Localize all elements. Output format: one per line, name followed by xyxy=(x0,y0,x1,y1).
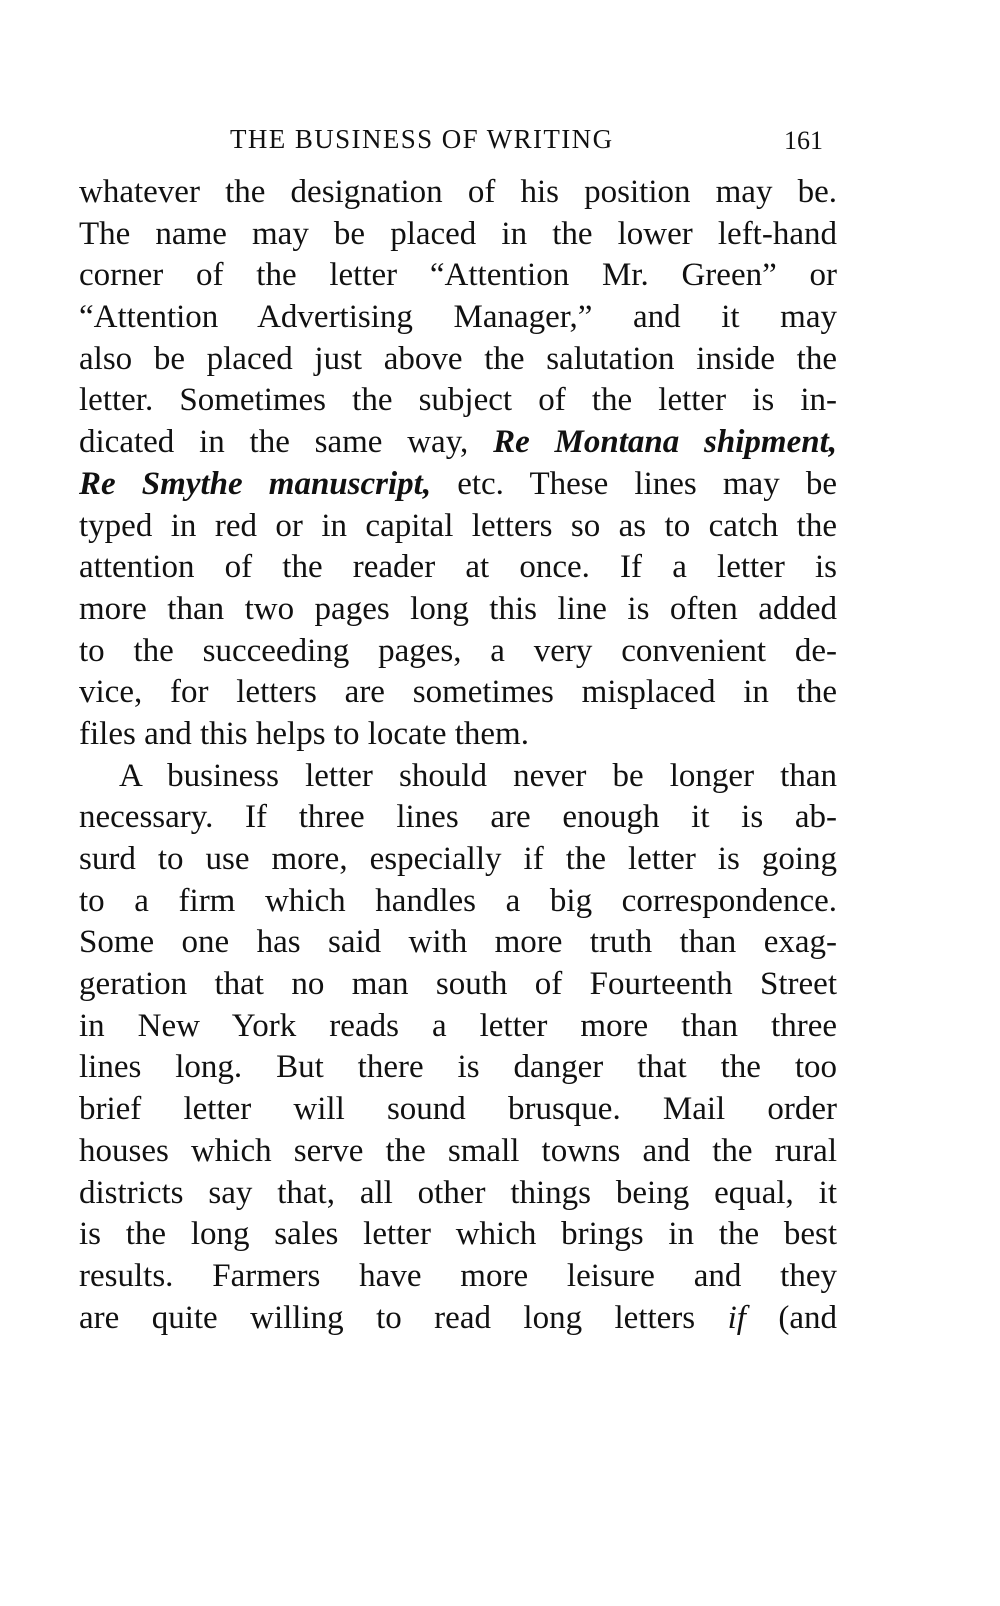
running-title: THE BUSINESS OF WRITING xyxy=(230,124,614,154)
text-line: geration that no man south of Fourteenth Street xyxy=(79,966,837,1003)
text-line: necessary. If three lines are enough it is ab- xyxy=(79,799,837,836)
text-line: corner of the letter “Attention Mr. Green” or xyxy=(79,257,837,294)
text-line: in New York reads a letter more than three xyxy=(79,1007,837,1044)
text-line: is the long sales letter which brings in the best xyxy=(79,1216,837,1253)
text-line: districts say that, all other things being equal, it xyxy=(79,1174,837,1211)
italic-word: if xyxy=(727,1299,746,1336)
text-line xyxy=(79,1298,837,1340)
text-run: dicated in the same way, xyxy=(79,424,494,461)
text-line: files and this helps to locate them. xyxy=(79,715,529,752)
text-line: A business letter should never be longer than xyxy=(119,757,837,794)
italic-reference: Re Smythe manuscript, xyxy=(79,465,432,502)
text-line: results. Farmers have more leisure and they xyxy=(79,1257,837,1294)
text-line: to a firm which handles a big correspondence. xyxy=(79,882,837,919)
text-line: more than two pages long this line is often added xyxy=(79,590,837,627)
text-line: vice, for letters are sometimes misplaced in the xyxy=(79,674,837,711)
text-line: also be placed just above the salutation inside the xyxy=(79,340,837,377)
text-run: (and xyxy=(745,1299,837,1336)
text-line xyxy=(79,464,837,506)
text-line: houses which serve the small towns and the rural xyxy=(79,1132,837,1169)
text-line: whatever the designation of his position may be. xyxy=(79,174,837,210)
page-number: 161 xyxy=(784,126,823,155)
text-line: lines long. But there is danger that the too xyxy=(79,1049,837,1086)
text-line xyxy=(79,422,837,464)
text-line: surd to use more, especially if the letter is going xyxy=(79,841,837,877)
text-line: letter. Sometimes the subject of the letter is in- xyxy=(79,382,837,419)
text-line: The name may be placed in the lower left-hand xyxy=(79,215,837,252)
text-line: Some one has said with more truth than exag- xyxy=(79,924,837,961)
italic-reference: Re Montana shipment, xyxy=(493,424,837,461)
text-line: “Attention Advertising Manager,” and it may xyxy=(79,299,837,336)
running-head xyxy=(0,124,1000,156)
text-run: etc. These lines may be xyxy=(431,465,837,502)
text-line: attention of the reader at once. If a letter is xyxy=(79,549,837,586)
text-line: typed in red or in capital letters so as to catch the xyxy=(79,507,837,544)
body-text xyxy=(79,172,837,1339)
text-line: to the succeeding pages, a very convenient de- xyxy=(79,632,837,669)
text-run: are quite willing to read long letters xyxy=(79,1299,728,1336)
text-line: brief letter will sound brusque. Mail order xyxy=(79,1091,837,1128)
